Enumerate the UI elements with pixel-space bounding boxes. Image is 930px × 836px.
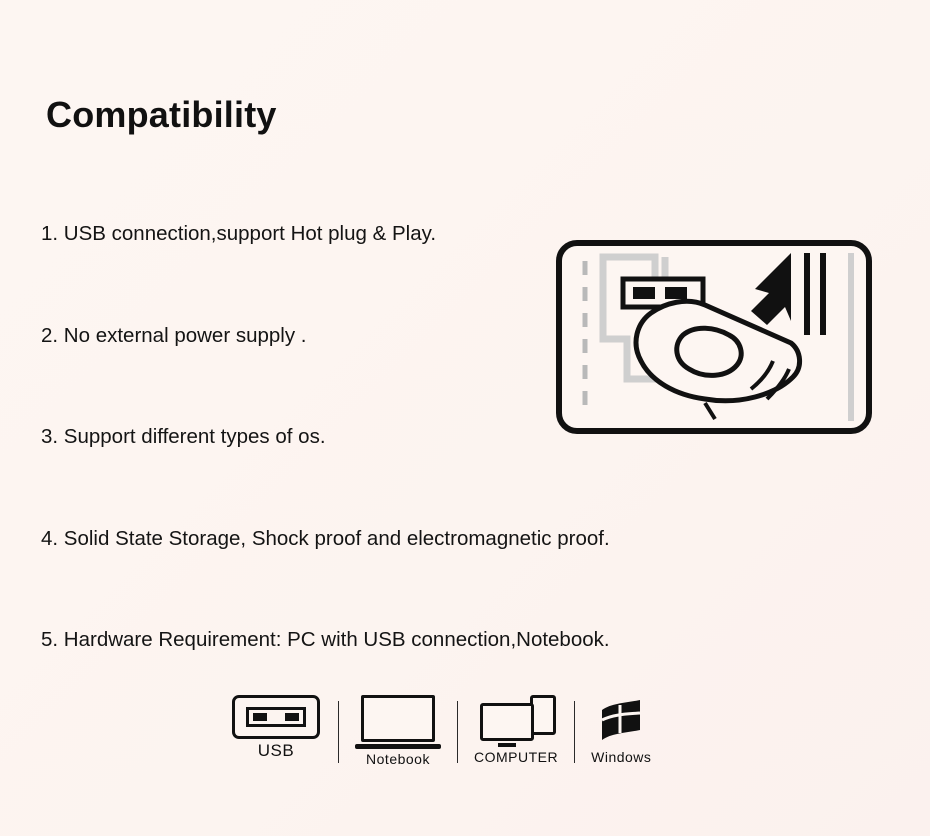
- badge-label: Notebook: [366, 751, 430, 767]
- badge-label: Windows: [591, 749, 652, 765]
- badge-divider: [338, 701, 339, 763]
- badge-label: USB: [257, 741, 295, 760]
- list-item: 1. USB connection,support Hot plug & Play.: [41, 222, 437, 245]
- badge-divider: [574, 701, 575, 763]
- list-item: 5. Hardware Requirement: PC with USB connection,Notebook.: [41, 628, 610, 652]
- badge-windows: [591, 695, 651, 765]
- badge-notebook: [355, 695, 441, 767]
- list-item: 4. Solid State Storage, Shock proof and electromagnetic proof.: [41, 526, 610, 550]
- compatibility-badges: [232, 695, 702, 785]
- badge-computer: [474, 695, 558, 765]
- badge-label: COMPUTER: [474, 749, 559, 765]
- notebook-icon: [355, 695, 441, 749]
- list-item: 2. No external power supply .: [41, 323, 307, 347]
- computer-monitor-icon: [476, 695, 556, 747]
- page-title: Compatibility: [46, 94, 277, 135]
- windows-logo-icon: [593, 695, 649, 747]
- list-item: 3. Support different types of os.: [41, 425, 326, 449]
- usb-port-icon: [232, 695, 320, 739]
- badge-divider: [457, 701, 458, 763]
- hand-plugging-usb-into-port-icon: [555, 239, 873, 435]
- badge-usb: [232, 695, 320, 761]
